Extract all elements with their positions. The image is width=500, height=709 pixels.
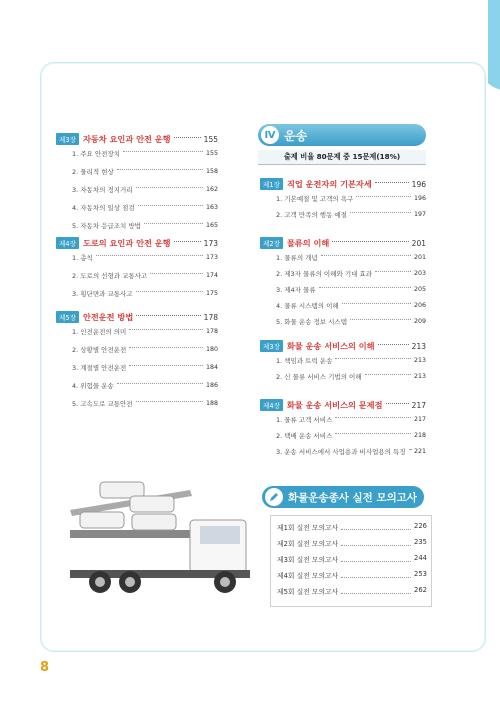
exam-item[interactable] [277, 538, 427, 548]
leader-dots [341, 552, 411, 562]
leader-dots [174, 241, 201, 242]
toc-item[interactable] [276, 447, 426, 456]
pencil-icon [265, 488, 283, 506]
exam-item-label: 제3회 실전 모의고사 [277, 556, 339, 564]
toc-item-label: 2. 상황별 안전운전 [72, 346, 127, 354]
toc-item-page: 201 [413, 254, 426, 261]
exam-item[interactable] [277, 570, 427, 580]
toc-item-label: 3. 횡단면과 교통사고 [72, 290, 133, 298]
chapter-title: 화물 운송 서비스의 이해 [286, 340, 375, 351]
leader-dots [341, 568, 411, 578]
toc-item[interactable] [72, 185, 218, 194]
chapter-heading[interactable] [260, 399, 426, 411]
toc-item-label: 3. 자동차의 정지거리 [72, 186, 133, 194]
exam-item-page: 235 [414, 538, 427, 546]
exam-header[interactable] [262, 486, 424, 508]
toc-item[interactable] [72, 167, 218, 176]
toc-item[interactable] [72, 363, 218, 372]
chapter-heading[interactable] [260, 237, 426, 249]
toc-item[interactable] [72, 253, 218, 262]
leader-dots [319, 287, 411, 288]
toc-item[interactable] [72, 221, 218, 230]
chapter-title: 안전운전 방법 [82, 311, 134, 322]
toc-item[interactable] [276, 372, 426, 381]
chapter-page: 201 [411, 238, 426, 248]
toc-item[interactable] [72, 381, 218, 390]
exam-item-label: 제5회 실전 모의고사 [277, 588, 339, 596]
toc-item-page: 155 [205, 150, 218, 157]
leader-dots [123, 151, 203, 152]
leader-dots [350, 319, 411, 320]
leader-dots [96, 255, 203, 256]
toc-item[interactable] [72, 345, 218, 354]
chapter-heading[interactable] [56, 237, 218, 249]
toc-item[interactable] [72, 149, 218, 158]
toc-item-label: 1. 기본예절 및 고객의 욕구 [276, 195, 354, 203]
leader-dots [409, 449, 411, 450]
toc-item-label: 2. 제3자 물류의 이해와 기대 효과 [276, 270, 373, 278]
toc-item-page: 180 [205, 346, 218, 353]
toc-item-page: 173 [205, 254, 218, 261]
toc-item[interactable] [276, 285, 426, 294]
toc-item-page: 206 [413, 302, 426, 309]
toc-item-page: 197 [413, 211, 426, 218]
toc-item-label: 1. 주요 안전장치 [72, 150, 121, 158]
chapter-title: 직업 운전자의 기본자세 [286, 178, 372, 189]
toc-item[interactable] [72, 203, 218, 212]
leader-dots [356, 196, 411, 197]
leader-dots [129, 365, 203, 366]
toc-item-page: 218 [413, 432, 426, 439]
corner-decoration [488, 0, 500, 90]
toc-item-page: 162 [205, 186, 218, 193]
exam-list [270, 515, 432, 607]
chapter-heading[interactable] [56, 133, 218, 145]
part-title: 운송 [284, 128, 308, 143]
toc-item-label: 1. 총칙 [72, 254, 93, 262]
leader-dots [144, 223, 203, 224]
leader-dots [136, 291, 203, 292]
leader-dots [375, 271, 411, 272]
toc-item[interactable] [72, 399, 218, 408]
toc-item-label: 3. 제4자 물류 [276, 286, 316, 294]
leader-dots [350, 212, 411, 213]
leader-dots [136, 315, 200, 316]
leader-dots [341, 536, 411, 546]
exam-title: 화물운송종사 실전 모의고사 [288, 491, 418, 504]
toc-item-page: 209 [413, 318, 426, 325]
leader-dots [129, 347, 203, 348]
leader-dots [335, 358, 411, 359]
toc-item[interactable] [276, 415, 426, 424]
leader-dots [386, 403, 409, 404]
exam-item-page: 244 [414, 554, 427, 562]
toc-item-label: 4. 위험물 운송 [72, 382, 114, 390]
toc-item[interactable] [276, 253, 426, 262]
chapter-badge: 제5장 [56, 311, 79, 323]
toc-item-label: 2. 물리적 현상 [72, 168, 114, 176]
toc-item-label: 2. 도로의 선형과 교통사고 [72, 272, 148, 280]
toc-item[interactable] [276, 210, 426, 219]
toc-item-page: 217 [413, 416, 426, 423]
toc-item[interactable] [72, 271, 218, 280]
toc-item-label: 2. 신 물류 서비스 기법의 이해 [276, 373, 362, 381]
chapter-badge: 제1장 [260, 178, 283, 190]
chapter-page: 196 [411, 179, 426, 189]
chapter-badge: 제3장 [260, 340, 283, 352]
leader-dots [375, 182, 409, 183]
toc-item[interactable] [72, 327, 218, 336]
exam-item-page: 226 [414, 522, 427, 530]
toc-item-page: 174 [205, 272, 218, 279]
toc-item-page: 175 [205, 290, 218, 297]
leader-dots [335, 417, 411, 418]
chapter-heading[interactable] [56, 311, 218, 323]
chapter-page: 173 [203, 238, 218, 248]
toc-item-page: 221 [413, 448, 426, 455]
toc-item-page: 158 [205, 168, 218, 175]
leader-dots [117, 169, 203, 170]
toc-item-page: 213 [413, 357, 426, 364]
exam-item-label: 제2회 실전 모의고사 [277, 540, 339, 548]
toc-item-page: 213 [413, 373, 426, 380]
toc-item-page: 186 [205, 382, 218, 389]
toc-item-label: 5. 자동차 응급조치 방법 [72, 222, 141, 230]
car-carrier-truck-image [60, 470, 260, 610]
toc-item-page: 165 [205, 222, 218, 229]
toc-item-label: 4. 자동차의 일상 점검 [72, 204, 135, 212]
chapter-badge: 제4장 [56, 237, 79, 249]
leader-dots [129, 329, 203, 330]
chapter-page: 213 [411, 341, 426, 351]
leader-dots [321, 255, 411, 256]
toc-item[interactable] [276, 301, 426, 310]
chapter-heading[interactable] [260, 178, 426, 190]
leader-dots [117, 383, 203, 384]
leader-dots [341, 584, 411, 594]
chapter-badge: 제3장 [56, 133, 79, 145]
toc-item-label: 2. 고객 만족의 행동 예절 [276, 211, 347, 219]
leader-dots [136, 187, 203, 188]
toc-item-label: 2. 택배 운송 서비스 [276, 432, 333, 440]
chapter-title: 화물 운송 서비스의 문제점 [286, 399, 383, 410]
chapter-page: 217 [411, 400, 426, 410]
exam-item[interactable] [277, 522, 427, 532]
leader-dots [335, 433, 411, 434]
leader-dots [378, 344, 409, 345]
toc-item-page: 188 [205, 400, 218, 407]
toc-item-label: 3. 계절별 안전운전 [72, 364, 127, 372]
chapter-title: 도로의 요인과 안전 운행 [82, 237, 171, 248]
exam-item[interactable] [277, 554, 427, 564]
exam-item-label: 제1회 실전 모의고사 [277, 524, 339, 532]
chapter-heading[interactable] [260, 340, 426, 352]
toc-item-page: 203 [413, 270, 426, 277]
toc-item-label: 5. 고속도로 교통안전 [72, 400, 133, 408]
chapter-title: 자동차 요인과 안전 운행 [82, 133, 171, 144]
leader-dots [136, 401, 203, 402]
leader-dots [342, 303, 411, 304]
leader-dots [174, 137, 201, 138]
part-header[interactable] [258, 124, 426, 146]
toc-item-label: 4. 물류 시스템의 이해 [276, 302, 339, 310]
toc-item-label: 1. 책임과 트럭 운송 [276, 357, 333, 365]
toc-item[interactable] [276, 356, 426, 365]
chapter-page: 155 [203, 134, 218, 144]
chapter-title: 물류의 이해 [286, 237, 330, 248]
exam-item-page: 262 [414, 586, 427, 594]
toc-item[interactable] [276, 269, 426, 278]
part-subtitle: 출제 비율 80문제 중 15문제(18%) [258, 150, 426, 165]
chapter-badge: 제4장 [260, 399, 283, 411]
toc-item-page: 205 [413, 286, 426, 293]
toc-item[interactable] [276, 194, 426, 203]
toc-item-page: 184 [205, 364, 218, 371]
leader-dots [150, 273, 203, 274]
toc-item-label: 1. 인전운전의 의미 [72, 328, 127, 336]
toc-item[interactable] [276, 431, 426, 440]
leader-dots [332, 241, 408, 242]
leader-dots [138, 205, 203, 206]
part-roman: Ⅳ [261, 126, 279, 144]
toc-item-label: 1. 물류 고객 서비스 [276, 416, 333, 424]
toc-item-page: 163 [205, 204, 218, 211]
chapter-page: 178 [203, 312, 218, 322]
chapter-badge: 제2장 [260, 237, 283, 249]
toc-item-label: 1. 물류의 개념 [276, 254, 318, 262]
toc-item[interactable] [72, 289, 218, 298]
exam-item-page: 253 [414, 570, 427, 578]
toc-item-page: 196 [413, 195, 426, 202]
leader-dots [365, 374, 411, 375]
toc-item-label: 3. 운송 서비스에서 사업용과 비사업용의 특징 [276, 448, 406, 456]
leader-dots [341, 520, 411, 530]
exam-item[interactable] [277, 586, 427, 596]
toc-item-page: 178 [205, 328, 218, 335]
toc-item[interactable] [276, 317, 426, 326]
exam-item-label: 제4회 실전 모의고사 [277, 572, 339, 580]
toc-item-label: 5. 화물 운송 정보 시스템 [276, 318, 347, 326]
page-number: 8 [40, 660, 50, 675]
